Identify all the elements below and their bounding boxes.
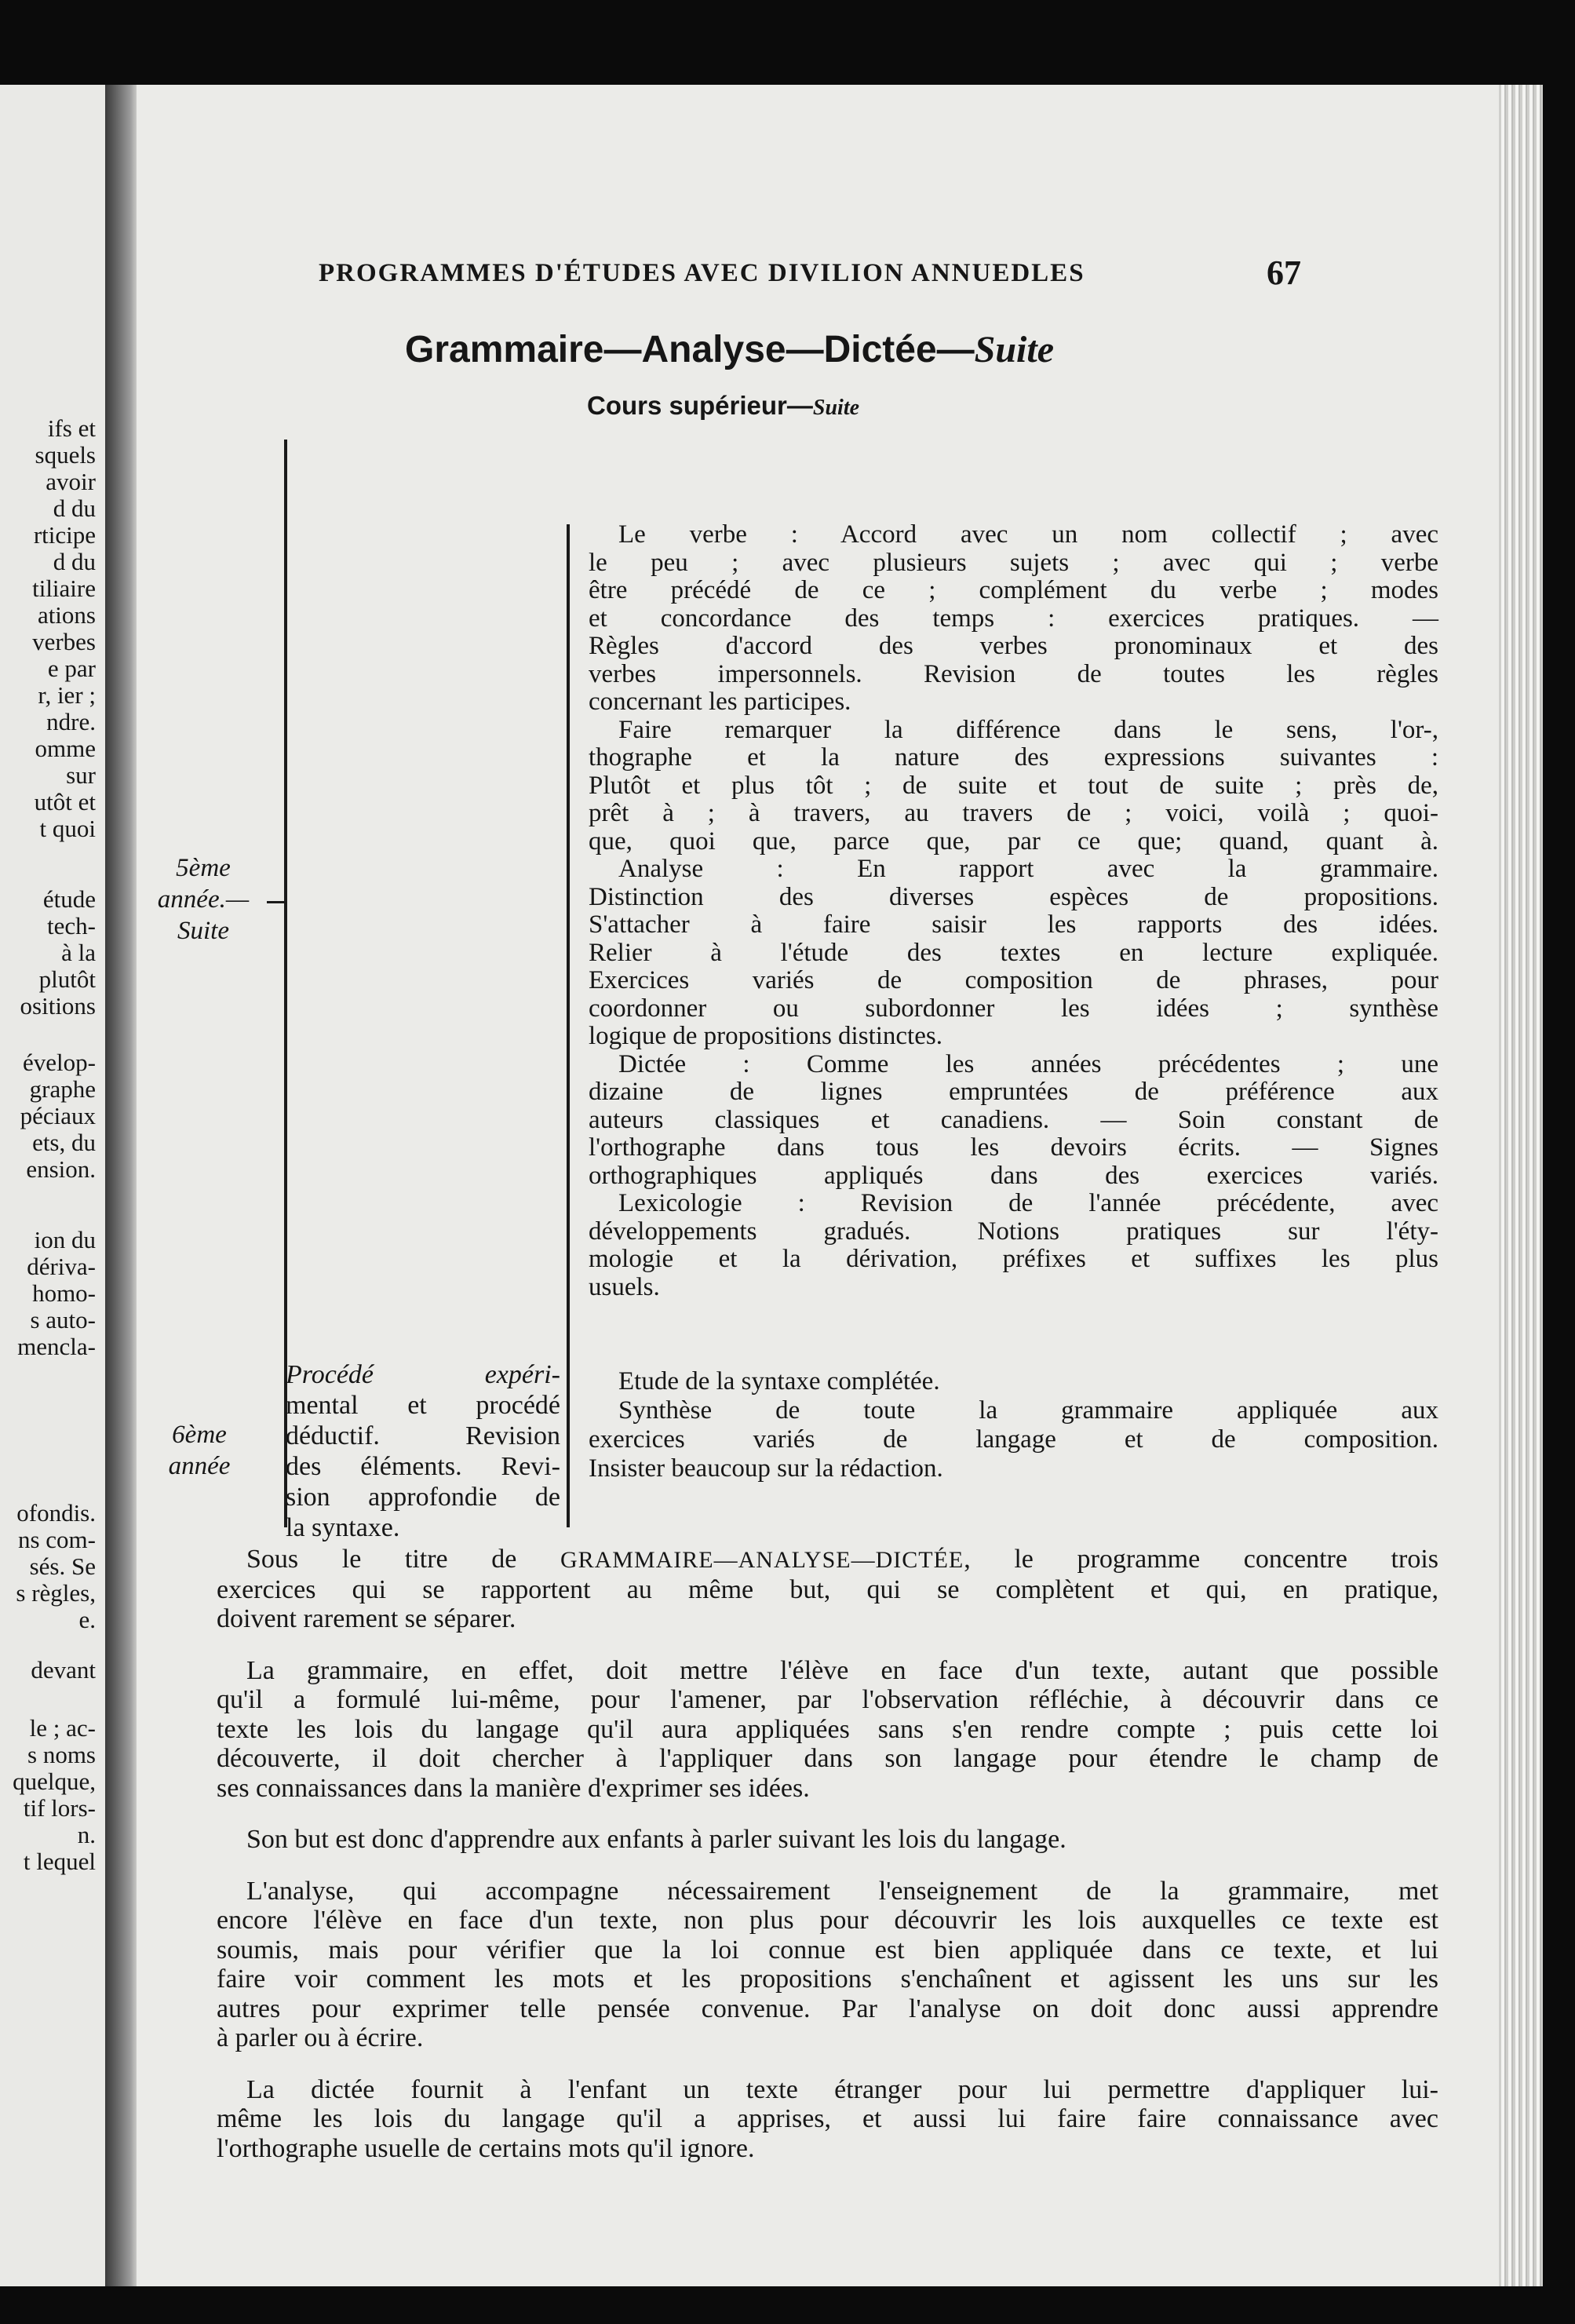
prose-line: l'orthographe usuelle de certains mots qu'il ignore.	[217, 2133, 755, 2163]
course-title	[587, 391, 859, 421]
paragraph-2	[217, 1656, 1438, 1804]
left-page-fragment: ofondis.	[16, 1499, 96, 1527]
left-page-fragment: e.	[78, 1606, 96, 1633]
prose-line: encore l'élève en face d'un texte, non plus pour découvrir les lois auxquelles ce texte est	[217, 1906, 1438, 1935]
content-line: orthographiques appliqués dans des exercices variés.	[589, 1161, 1438, 1190]
left-page-fragment: rticipe	[33, 521, 96, 549]
left-page-fragment: t lequel	[23, 1848, 96, 1875]
left-page-fragment: à la	[61, 939, 96, 966]
method-line: des éléments. Revi-	[286, 1452, 560, 1481]
left-page-fragment: sur	[66, 761, 96, 789]
left-page-fragment: péciaux	[20, 1102, 96, 1129]
book-gutter	[105, 85, 137, 2286]
year6-label	[137, 1419, 262, 1482]
content-line: S'attacher à faire saisir les rapports des idées.	[589, 910, 1438, 939]
paragraph-4	[217, 1877, 1438, 2053]
left-page-fragment: avoir	[46, 468, 96, 495]
left-page-fragment: ifs et	[47, 414, 96, 442]
prose-line: même les lois du langage qu'il a apprises, et aussi lui faire faire connaissance avec	[217, 2104, 1438, 2133]
year5-content	[589, 521, 1438, 1301]
left-page-fragment: d du	[53, 494, 96, 522]
content-line: Etude de la syntaxe complétée.	[618, 1367, 940, 1395]
left-facing-page	[0, 85, 105, 2286]
page	[137, 85, 1499, 2286]
left-page-fragment: r, ier ;	[38, 681, 96, 709]
left-page-fragment: tiliaire	[32, 575, 96, 602]
content-line: Plutôt et plus tôt ; de suite et tout de suite ; près de,	[589, 771, 1438, 800]
method-line: Procédé expéri-	[286, 1360, 560, 1389]
content-line: Exercices variés de composition de phrases, pour	[589, 966, 1438, 994]
content-line: mologie et la dérivation, préfixes et suffixes les plus	[589, 1245, 1438, 1273]
content-line: dizaine de lignes empruntées de préférence aux	[589, 1078, 1438, 1106]
left-page-fragment: s auto-	[30, 1306, 96, 1333]
content-line: usuels.	[589, 1272, 660, 1301]
body-text	[217, 1545, 1438, 2185]
section-title-main: Grammaire—Analyse—Dictée—	[405, 329, 975, 370]
left-page-fragment: e par	[47, 655, 96, 682]
content-line: Synthèse de toute la grammaire appliquée aux	[618, 1396, 1438, 1425]
content-line: thographe et la nature des expressions suivantes :	[589, 743, 1438, 772]
content-line: Analyse : En rapport avec la grammaire.	[618, 855, 1438, 883]
left-page-fragment: t quoi	[39, 815, 96, 842]
prose-line: exercices qui se rapportent au même but, qui se complètent et qui, en pratique,	[217, 1574, 1438, 1604]
content-line: Relier à l'étude des textes en lecture expliquée.	[589, 938, 1438, 967]
paragraph-3	[217, 1825, 1438, 1855]
left-page-fragment: d du	[53, 548, 96, 575]
left-page-fragment: étude	[42, 885, 96, 913]
content-line: verbes impersonnels. Revision de toutes les règles	[589, 659, 1438, 688]
prose-line: texte les lois du langage qu'il aura appliquées sans s'en rendre compte ; puis cette loi	[217, 1714, 1438, 1744]
left-page-fragment: ns com-	[17, 1526, 96, 1553]
left-page-fragment: tif lors-	[23, 1794, 96, 1822]
left-page-fragment: homo-	[32, 1279, 96, 1307]
page-number: 67	[1267, 254, 1301, 292]
content-line: Distinction des diverses espèces de propositions.	[589, 882, 1438, 911]
content-line: Règles d'accord des verbes pronominaux et des	[589, 632, 1438, 660]
course-title-main: Cours supérieur—	[587, 391, 813, 420]
prose-line: La grammaire, en effet, doit mettre l'élève en face d'un texte, autant que possible	[246, 1655, 1438, 1685]
content-line: Lexicologie : Revision de l'année précédente, avec	[618, 1189, 1438, 1217]
left-page-fragment: devant	[31, 1656, 96, 1684]
left-page-fragment: verbes	[32, 628, 96, 655]
left-page-fragment: utôt et	[34, 788, 96, 815]
method-line: mental et procédé	[286, 1391, 560, 1420]
prose-line: autres pour exprimer telle pensée convenue. Par l'analyse on doit donc aussi apprendre	[217, 1994, 1438, 2023]
content-line: concernant les participes.	[589, 688, 851, 716]
year5-label	[137, 852, 270, 947]
content-line: Dictée : Comme les années précédentes ; une	[618, 1049, 1438, 1078]
left-page-fragment: s règles,	[16, 1579, 96, 1607]
left-page-fragment: ations	[37, 601, 96, 629]
left-page-fragment: ion du	[34, 1226, 96, 1253]
paragraph-5	[217, 2075, 1438, 2164]
left-page-fragment: sés. Se	[29, 1552, 96, 1580]
section-title-suffix: Suite	[974, 329, 1055, 370]
content-line: prêt à ; à travers, au travers de ; voici, voilà ; quoi-	[589, 799, 1438, 827]
content-line: coordonner ou subordonner les idées ; synthèse	[589, 994, 1438, 1023]
left-page-fragment: évelop-	[23, 1049, 96, 1076]
left-page-fragment: squels	[35, 441, 96, 469]
content-line: que, quoi que, parce que, par ce que; quand, quant à.	[589, 826, 1438, 856]
running-header: PROGRAMMES D'ÉTUDES AVEC DIVILION ANNUEDLES	[319, 259, 1085, 287]
method-line: sion approfondie de	[286, 1483, 560, 1512]
prose-line: à parler ou à écrire.	[217, 2023, 424, 2052]
year5-label-line: année.—	[157, 885, 250, 914]
year6-content	[589, 1367, 1438, 1483]
content-line: être précédé de ce ; complément du verbe ; modes	[589, 576, 1438, 604]
content-line: le peu ; avec plusieurs sujets ; avec qui ; verbe	[589, 548, 1438, 577]
content-line: et concordance des temps : exercices pratiques. —	[589, 604, 1438, 633]
year6-label-line: année	[168, 1452, 231, 1480]
prose-line: ses connaissances dans la manière d'exprimer ses idées.	[217, 1773, 810, 1803]
year5-label-line: 5ème	[176, 854, 231, 882]
content-line: développements gradués. Notions pratiques sur l'éty-	[589, 1217, 1438, 1246]
content-line: auteurs classiques et canadiens. — Soin constant de	[589, 1105, 1438, 1134]
content-line: logique de propositions distinctes.	[589, 1022, 942, 1050]
content-line: Le verbe : Accord avec un nom collectif ; avec	[618, 520, 1438, 549]
left-page-fragment: n.	[77, 1821, 96, 1848]
course-title-suffix: Suite	[812, 396, 860, 420]
prose-line: La dictée fournit à l'enfant un texte étranger pour lui permettre d'appliquer lui-	[246, 2074, 1438, 2104]
method-line: déductif. Revision	[286, 1421, 560, 1450]
content-line: exercices variés de langage et de composition.	[589, 1425, 1438, 1454]
prose-line: faire voir comment les mots et les propositions s'enchaînent et agissent les uns sur les	[217, 1965, 1438, 1994]
left-page-fragment: tech-	[47, 912, 96, 939]
left-page-fragment: ositions	[20, 992, 96, 1020]
method-line: la syntaxe.	[286, 1513, 400, 1542]
left-page-fragment: ndre.	[46, 708, 96, 735]
left-page-fragment: mencla-	[17, 1333, 96, 1360]
prose-line: soumis, mais pour vérifier que la loi connue est bien appliquée dans ce texte, et lui	[217, 1935, 1438, 1965]
left-page-fragment: ets, du	[32, 1129, 96, 1156]
prose-line: découverte, il doit chercher à l'appliquer dans son langage pour étendre le champ de	[217, 1744, 1438, 1773]
left-page-fragment: le ; ac-	[29, 1714, 96, 1742]
year6-label-line: 6ème	[172, 1421, 227, 1449]
left-page-fragment: dériva-	[27, 1253, 96, 1280]
prose-line: doivent rarement se séparer.	[217, 1604, 516, 1633]
prose-line: qu'il a formulé lui-même, pour l'amener, par l'observation réfléchie, à découvrir dans ce	[217, 1685, 1438, 1714]
left-page-fragment: ension.	[26, 1155, 96, 1183]
table-rule-right	[567, 524, 570, 1527]
year6-method	[286, 1359, 560, 1543]
prose-line: L'analyse, qui accompagne nécessairement l'enseignement de la grammaire, met	[246, 1876, 1438, 1906]
left-page-fragment: graphe	[29, 1075, 96, 1103]
left-page-fragment: s noms	[27, 1741, 96, 1768]
prose-line: Sous le titre de GRAMMAIRE—ANALYSE—DICTÉE, le programme concentre trois	[246, 1545, 1438, 1574]
year5-label-line: Suite	[177, 917, 229, 945]
left-page-fragment: plutôt	[38, 965, 96, 993]
section-title	[405, 328, 1054, 371]
prose-line: Son but est donc d'apprendre aux enfants à parler suivant les lois du langage.	[246, 1825, 1066, 1854]
paragraph-1	[217, 1545, 1438, 1634]
content-line: l'orthographe dans tous les devoirs écrits. — Signes	[589, 1133, 1438, 1162]
left-page-fragment: omme	[35, 735, 96, 762]
content-line: Insister beaucoup sur la rédaction.	[589, 1454, 943, 1483]
page-edges	[1499, 85, 1543, 2286]
content-line: Faire remarquer la différence dans le sens, l'or-,	[618, 715, 1438, 744]
left-page-fragment: quelque,	[13, 1768, 96, 1795]
